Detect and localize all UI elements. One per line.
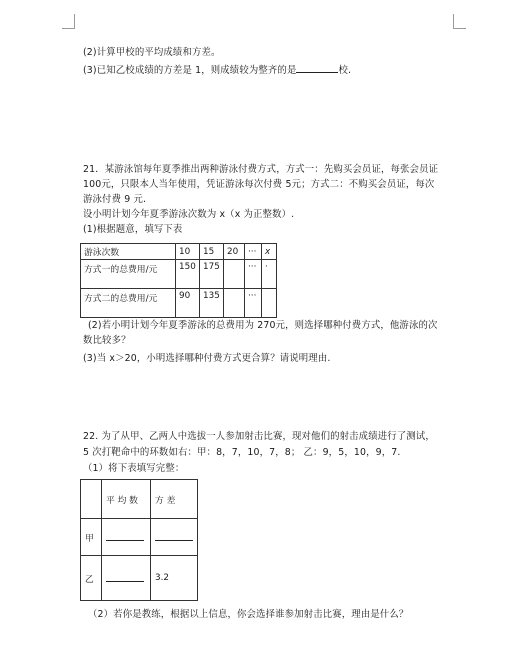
table-cell[interactable] bbox=[102, 519, 151, 556]
q21-stem-line2: 100元，只限本人当年使用，凭证游泳每次付费 5元；方式二：不购买会员证，每次 bbox=[83, 179, 435, 190]
table-cell: 平 均 数 bbox=[102, 480, 151, 519]
q20-part3 bbox=[83, 63, 351, 77]
table-cell: 甲 bbox=[81, 519, 102, 556]
q21-fee-table bbox=[80, 243, 277, 318]
q22-score-table bbox=[80, 479, 198, 601]
table-cell[interactable] bbox=[224, 260, 245, 289]
table-row bbox=[81, 519, 198, 556]
q21-part2-line1: (2)若小明计划今年夏季游泳的总费用为 270元，则选择哪种付费方式，他游泳的次 bbox=[88, 320, 438, 331]
table-cell[interactable] bbox=[262, 289, 277, 318]
table-row bbox=[81, 556, 198, 601]
table-cell: 3.2 bbox=[151, 556, 198, 601]
table-cell: 135 bbox=[200, 289, 224, 318]
table-cell: 方 差 bbox=[151, 480, 198, 519]
table-cell: ··· bbox=[245, 244, 262, 260]
q20-answer-blank bbox=[296, 63, 338, 73]
table-cell: 90 bbox=[176, 289, 200, 318]
q20-part3-suffix: 校. bbox=[338, 65, 352, 76]
table-cell: 乙 bbox=[81, 556, 102, 601]
answer-blank[interactable] bbox=[106, 531, 144, 541]
q21-stem-line1: 21．某游泳馆每年夏季推出两种游泳付费方式，方式一：先购买会员证，每张会员证 bbox=[83, 164, 439, 175]
table-cell: x bbox=[262, 244, 277, 260]
table-cell: ··· bbox=[245, 289, 262, 318]
q22-part1: （1）将下表填写完整： bbox=[83, 463, 185, 474]
q21-part2-line2: 数比较多？ bbox=[83, 335, 131, 346]
q21-stem-line4: 设小明计划今年夏季游泳次数为 x（x 为正整数）. bbox=[83, 209, 295, 220]
q21-stem-line3: 游泳付费 9 元. bbox=[83, 194, 147, 205]
table-cell: ··· bbox=[245, 260, 262, 289]
table-cell: 20 bbox=[224, 244, 245, 260]
page-corner-mark-right bbox=[453, 14, 466, 29]
page-corner-mark-left bbox=[62, 14, 75, 29]
q22-part2: （2）若你是教练，根据以上信息，你会选择谁参加射击比赛，理由是什么？ bbox=[88, 609, 409, 620]
q22-stem-line2: 5 次打靶命中的环数如右：甲：8，7，10，7，8； 乙：9，5，10，9，7. bbox=[83, 447, 401, 458]
table-cell[interactable] bbox=[151, 519, 198, 556]
table-row bbox=[81, 260, 277, 289]
table-cell: 方式一的总费用/元 bbox=[81, 260, 176, 289]
table-cell: 10 bbox=[176, 244, 200, 260]
table-row bbox=[81, 289, 277, 318]
table-cell: 15 bbox=[200, 244, 224, 260]
answer-blank[interactable] bbox=[155, 531, 193, 541]
table-cell: 方式二的总费用/元 bbox=[81, 289, 176, 318]
table-cell: 150 bbox=[176, 260, 200, 289]
table-row bbox=[81, 244, 277, 260]
q20-part2: (2)计算甲校的平均成绩和方差。 bbox=[83, 47, 221, 58]
answer-blank[interactable] bbox=[106, 572, 144, 582]
table-cell: 游泳次数 bbox=[81, 244, 176, 260]
q22-stem-line1: 22. 为了从甲、乙两人中选拔一人参加射击比赛，现对他们的射击成绩进行了测试， bbox=[83, 431, 435, 442]
table-cell: 175 bbox=[200, 260, 224, 289]
table-cell[interactable] bbox=[102, 556, 151, 601]
table-cell[interactable]: · bbox=[262, 260, 277, 289]
q20-part3-text: (3)已知乙校成绩的方差是 1，则成绩较为整齐的是 bbox=[83, 65, 297, 76]
table-row bbox=[81, 480, 198, 519]
table-cell bbox=[81, 480, 102, 519]
q21-part1: (1)根据题意，填写下表 bbox=[83, 224, 183, 235]
q21-part3: (3)当 x＞20，小明选择哪种付费方式更合算？请说明理由. bbox=[83, 353, 331, 364]
table-cell[interactable] bbox=[224, 289, 245, 318]
